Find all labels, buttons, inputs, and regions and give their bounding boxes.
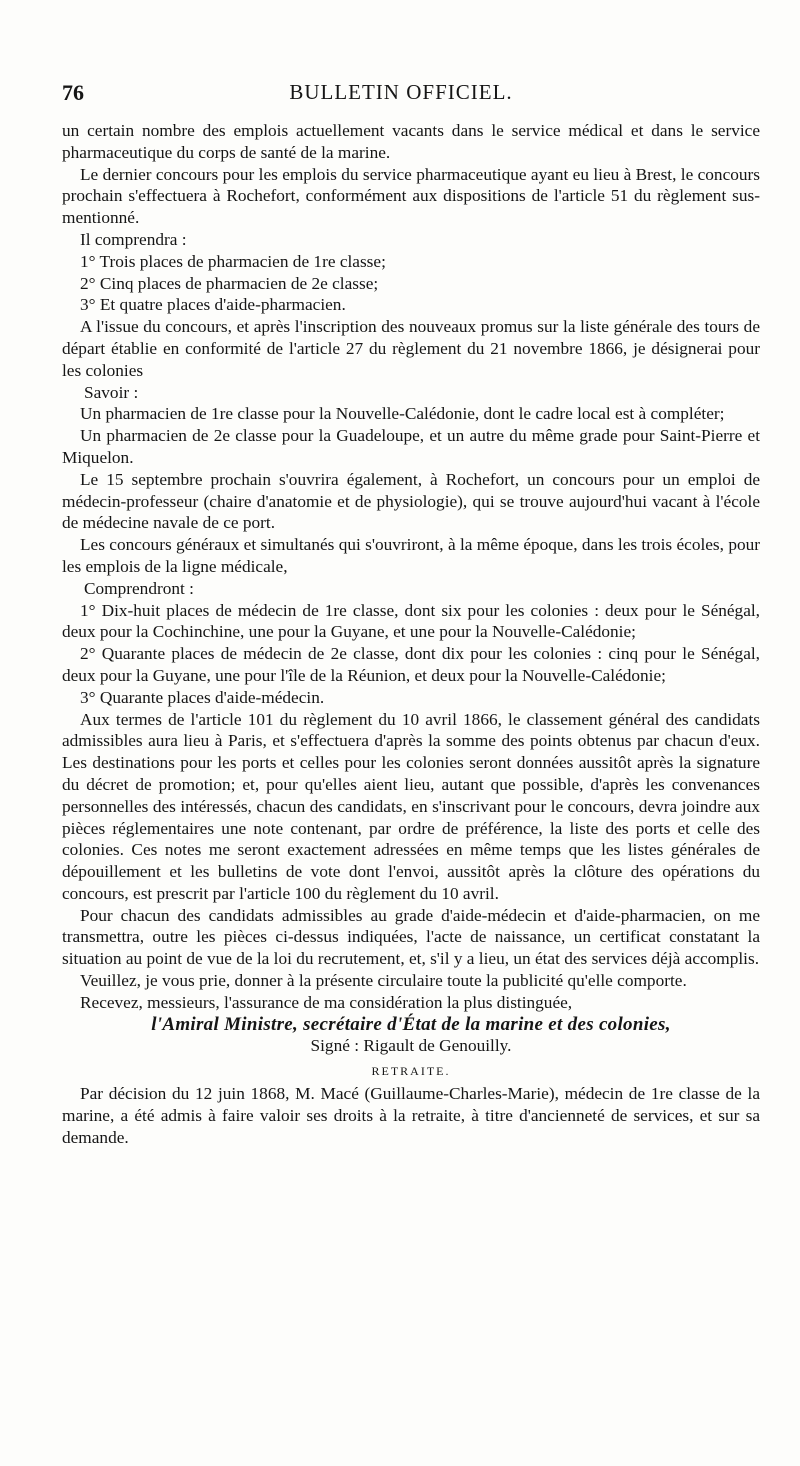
section-heading: RETRAITE. [371, 1064, 451, 1079]
page-header [62, 80, 740, 110]
list-item: 2° Quarante places de médecin de 2e classe, dont dix pour les colonies : cinq pour le Sénégal, deux pour la Guyane, une pour l'île de la Réunion, et deux pour la Nouvelle-Calédonie; [62, 644, 760, 685]
paragraph: Comprendront : [84, 578, 194, 598]
signature-name: Signé : Rigault de Genouilly. [310, 1036, 512, 1056]
paragraph: Pour chacun des candidats admissibles au grade d'aide-médecin et d'aide-pharmacien, on me transmettra, outre les pièces ci-dessus indiquées, l'acte de naissance, un certificat constatant la situation au point de vue de la loi du recrutement, et, s'il y a lieu, un état des services déjà accomplis. [62, 905, 760, 969]
paragraph: Les concours généraux et simultanés qui s'ouvriront, à la même époque, dans les trois écoles, pour les emplois de la ligne médicale, [62, 535, 760, 576]
paragraph: Un pharmacien de 1re classe pour la Nouvelle-Calédonie, dont le cadre local est à compléter; [80, 404, 725, 424]
document-body [62, 120, 760, 1148]
paragraph: Aux termes de l'article 101 du règlement du 10 avril 1866, le classement général des candidats admissibles aura lieu à Paris, et s'effectuera d'après la somme des points obtenus par chacun d'eux. Les destinations pour les ports et celles pour les colonies seront données aussitôt après la signature du décret de promotion; et, pour qu'elles aient lieu, autant que possible, d'après les convenances personnelles des intéressés, chacun des candidats, en s'inscrivant pour le concours, devra joindre aux pièces réglementaires une note contenant, par ordre de préférence, la liste des ports et celle des colonies. Ces notes me seront exactement adressées en même temps que les listes générales de dépouillement et les bulletins de vote dont l'envoi, aussitôt après la clôture des opérations du concours, est prescrit par l'article 100 du règlement du 10 avril. [62, 709, 760, 903]
paragraph: Veuillez, je vous prie, donner à la présente circulaire toute la publicité qu'elle comporte. [80, 971, 687, 991]
paragraph: A l'issue du concours, et après l'inscription des nouveaux promus sur la liste générale des tours de départ établie en conformité de l'article 27 du règlement du 21 novembre 1866, je désignerai pour les colonies [62, 317, 760, 380]
list-item: 3° Et quatre places d'aide-pharmacien. [80, 295, 346, 315]
paragraph: Un pharmacien de 2e classe pour la Guadeloupe, et un autre du même grade pour Saint-Pierre et Miquelon. [62, 426, 760, 467]
paragraph: Le dernier concours pour les emplois du service pharmaceutique ayant eu lieu à Brest, le concours prochain s'effectuera à Rochefort, conformément aux dispositions de l'article 51 du règlement sus-mentionné. [62, 164, 760, 228]
paragraph: Le 15 septembre prochain s'ouvrira également, à Rochefort, un concours pour un emploi de médecin-professeur (chaire d'anatomie et de physiologie), qui se trouve aujourd'hui vacant à l'école de médecine navale de ce port. [62, 469, 760, 533]
paragraph: Par décision du 12 juin 1868, M. Macé (Guillaume-Charles-Marie), médecin de 1re classe de la marine, a été admis à faire valoir ses droits à la retraite, à titre d'ancienneté de services, et sur sa demande. [62, 1084, 760, 1147]
list-item: 2° Cinq places de pharmacien de 2e classe; [80, 273, 379, 293]
paragraph: Recevez, messieurs, l'assurance de ma considération la plus distinguée, [80, 992, 573, 1012]
list-item: 3° Quarante places d'aide-médecin. [80, 687, 325, 707]
list-item: 1° Dix-huit places de médecin de 1re classe, dont six pour les colonies : deux pour le Sénégal, deux pour la Cochinchine, une pour la Guyane, et une pour la Nouvelle-Calédonie; [62, 600, 760, 642]
paragraph: Savoir : [84, 382, 139, 402]
paragraph: un certain nombre des emplois actuellement vacants dans le service médical et dans le service pharmaceutique du corps de santé de la marine. [62, 121, 760, 162]
page-number: 76 [62, 80, 84, 105]
running-title: BULLETIN OFFICIEL. [289, 80, 513, 104]
signature-title: l'Amiral Ministre, secrétaire d'État de la marine et des colonies, [151, 1013, 671, 1035]
list-item: 1° Trois places de pharmacien de 1re classe; [80, 251, 386, 271]
paragraph: Il comprendra : [80, 229, 187, 249]
